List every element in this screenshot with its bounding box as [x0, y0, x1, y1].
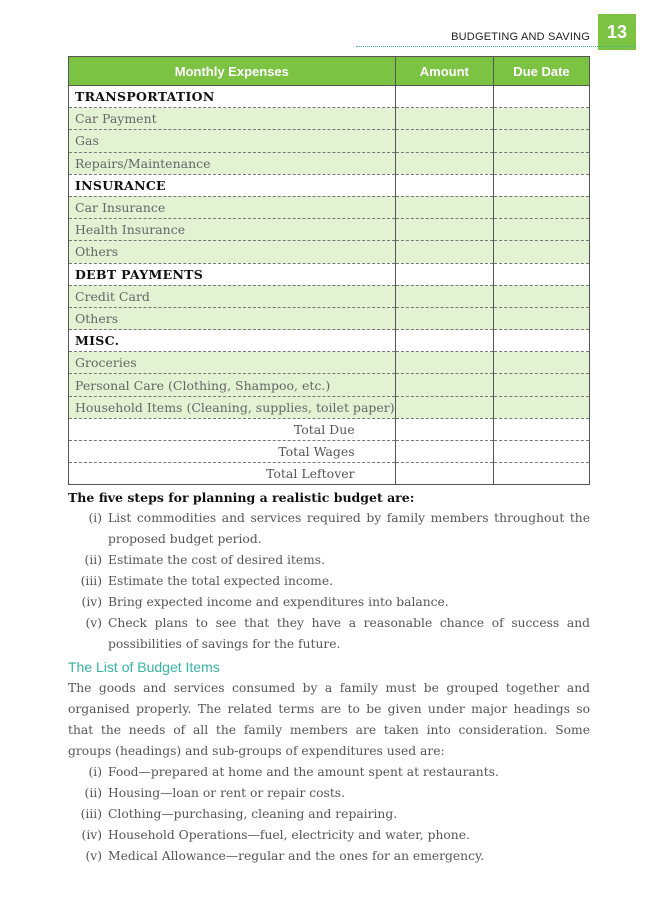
list-item-number: (i): [88, 511, 102, 525]
amount-cell: [395, 352, 493, 374]
list-item-number: (v): [85, 849, 102, 863]
table-row: [69, 374, 590, 396]
table-row: [69, 219, 590, 241]
list-item: [68, 613, 590, 655]
budget-items-paragraph: The goods and services consumed by a family must be grouped together and organised properly. The related terms are to be given under major headings so that the needs of all the family members are taken into consideration. Some groups (headings) and sub-groups of expenditures used are:: [68, 681, 590, 758]
amount-cell: [395, 374, 493, 396]
table-row: [69, 285, 590, 307]
table-row: [69, 263, 590, 285]
list-item-text: List commodities and services required by family members throughout the proposed budget period.: [108, 511, 590, 546]
table-header-row: [69, 57, 590, 86]
table-row: [69, 241, 590, 263]
due-date-cell: [493, 330, 589, 352]
list-item: [68, 592, 590, 613]
expense-label: Groceries: [69, 352, 396, 374]
amount-cell: [395, 396, 493, 418]
list-item: [68, 783, 590, 804]
expense-label: Repairs/Maintenance: [69, 152, 396, 174]
section-label: DEBT PAYMENTS: [69, 263, 396, 285]
header-monthly-expenses: Monthly Expenses: [69, 57, 396, 86]
due-date-cell: [493, 285, 589, 307]
table-row: [69, 174, 590, 196]
table-row: [69, 130, 590, 152]
due-date-cell: [493, 352, 589, 374]
amount-cell: [395, 241, 493, 263]
amount-cell: [395, 86, 493, 108]
amount-cell: [395, 285, 493, 307]
due-date-cell: [493, 418, 589, 440]
header-amount: Amount: [395, 57, 493, 86]
expense-label: Household Items (Cleaning, supplies, toilet paper): [69, 396, 396, 418]
amount-cell: [395, 130, 493, 152]
amount-cell: [395, 196, 493, 218]
amount-cell: [395, 219, 493, 241]
list-item-text: Bring expected income and expenditures into balance.: [108, 595, 449, 609]
list-item-text: Estimate the cost of desired items.: [108, 553, 326, 567]
list-item: [68, 762, 590, 783]
due-date-cell: [493, 307, 589, 329]
list-item-number: (ii): [84, 553, 102, 567]
section-label: INSURANCE: [69, 174, 396, 196]
amount-cell: [395, 108, 493, 130]
table-row: [69, 86, 590, 108]
section-label: TRANSPORTATION: [69, 86, 396, 108]
due-date-cell: [493, 174, 589, 196]
expense-label: Gas: [69, 130, 396, 152]
expense-label: Car Insurance: [69, 196, 396, 218]
list-item-text: Household Operations—fuel, electricity and water, phone.: [108, 828, 470, 842]
table-row: [69, 352, 590, 374]
expense-label: Others: [69, 307, 396, 329]
expense-label: Car Payment: [69, 108, 396, 130]
list-item-text: Housing—loan or rent or repair costs.: [108, 786, 346, 800]
total-label: Total Wages: [69, 441, 396, 463]
due-date-cell: [493, 152, 589, 174]
amount-cell: [395, 263, 493, 285]
table-row: [69, 396, 590, 418]
amount-cell: [395, 307, 493, 329]
due-date-cell: [493, 219, 589, 241]
amount-cell: [395, 330, 493, 352]
expense-label: Others: [69, 241, 396, 263]
due-date-cell: [493, 241, 589, 263]
list-item-text: Check plans to see that they have a reasonable chance of success and possibilities of savings for the future.: [108, 616, 590, 651]
due-date-cell: [493, 463, 589, 485]
chapter-title: BUDGETING AND SAVING: [451, 31, 590, 43]
list-item-number: (iv): [81, 595, 102, 609]
list-item-text: Estimate the total expected income.: [108, 574, 334, 588]
due-date-cell: [493, 86, 589, 108]
budget-items-heading: The List of Budget Items: [68, 659, 220, 675]
list-item: [68, 846, 590, 867]
total-label: Total Leftover: [69, 463, 396, 485]
list-item: [68, 804, 590, 825]
due-date-cell: [493, 130, 589, 152]
header-rule: [356, 46, 636, 47]
due-date-cell: [493, 196, 589, 218]
table-row: [69, 418, 590, 440]
table-row: [69, 108, 590, 130]
list-item-number: (v): [85, 616, 102, 630]
table-row: [69, 463, 590, 485]
list-item-number: (iii): [80, 807, 102, 821]
amount-cell: [395, 441, 493, 463]
due-date-cell: [493, 108, 589, 130]
due-date-cell: [493, 263, 589, 285]
table-row: [69, 441, 590, 463]
expense-label: Credit Card: [69, 285, 396, 307]
table-row: [69, 196, 590, 218]
list-item-number: (iv): [81, 828, 102, 842]
list-item-text: Clothing—purchasing, cleaning and repairing.: [108, 807, 398, 821]
budget-items-list: [68, 762, 590, 867]
running-head: [451, 21, 636, 46]
table-row: [69, 307, 590, 329]
body-content: [68, 487, 590, 867]
table-body: [69, 86, 590, 485]
table-row: [69, 330, 590, 352]
amount-cell: [395, 418, 493, 440]
list-item: [68, 508, 590, 550]
list-item: [68, 571, 590, 592]
list-item: [68, 825, 590, 846]
amount-cell: [395, 174, 493, 196]
amount-cell: [395, 152, 493, 174]
list-item-text: Medical Allowance—regular and the ones for an emergency.: [108, 849, 485, 863]
list-item-number: (i): [88, 765, 102, 779]
list-item-text: Food—prepared at home and the amount spent at restaurants.: [108, 765, 499, 779]
table-row: [69, 152, 590, 174]
expense-label: Personal Care (Clothing, Shampoo, etc.): [69, 374, 396, 396]
steps-list: [68, 508, 590, 655]
list-item-number: (iii): [80, 574, 102, 588]
monthly-expenses-table: [68, 56, 590, 485]
expense-label: Health Insurance: [69, 219, 396, 241]
list-item: [68, 550, 590, 571]
list-item-number: (ii): [84, 786, 102, 800]
due-date-cell: [493, 441, 589, 463]
header-due-date: Due Date: [493, 57, 589, 86]
total-label: Total Due: [69, 418, 396, 440]
due-date-cell: [493, 396, 589, 418]
due-date-cell: [493, 374, 589, 396]
amount-cell: [395, 463, 493, 485]
section-label: MISC.: [69, 330, 396, 352]
page-number: 13: [598, 14, 636, 50]
steps-title: The five steps for planning a realistic budget are:: [68, 490, 415, 505]
